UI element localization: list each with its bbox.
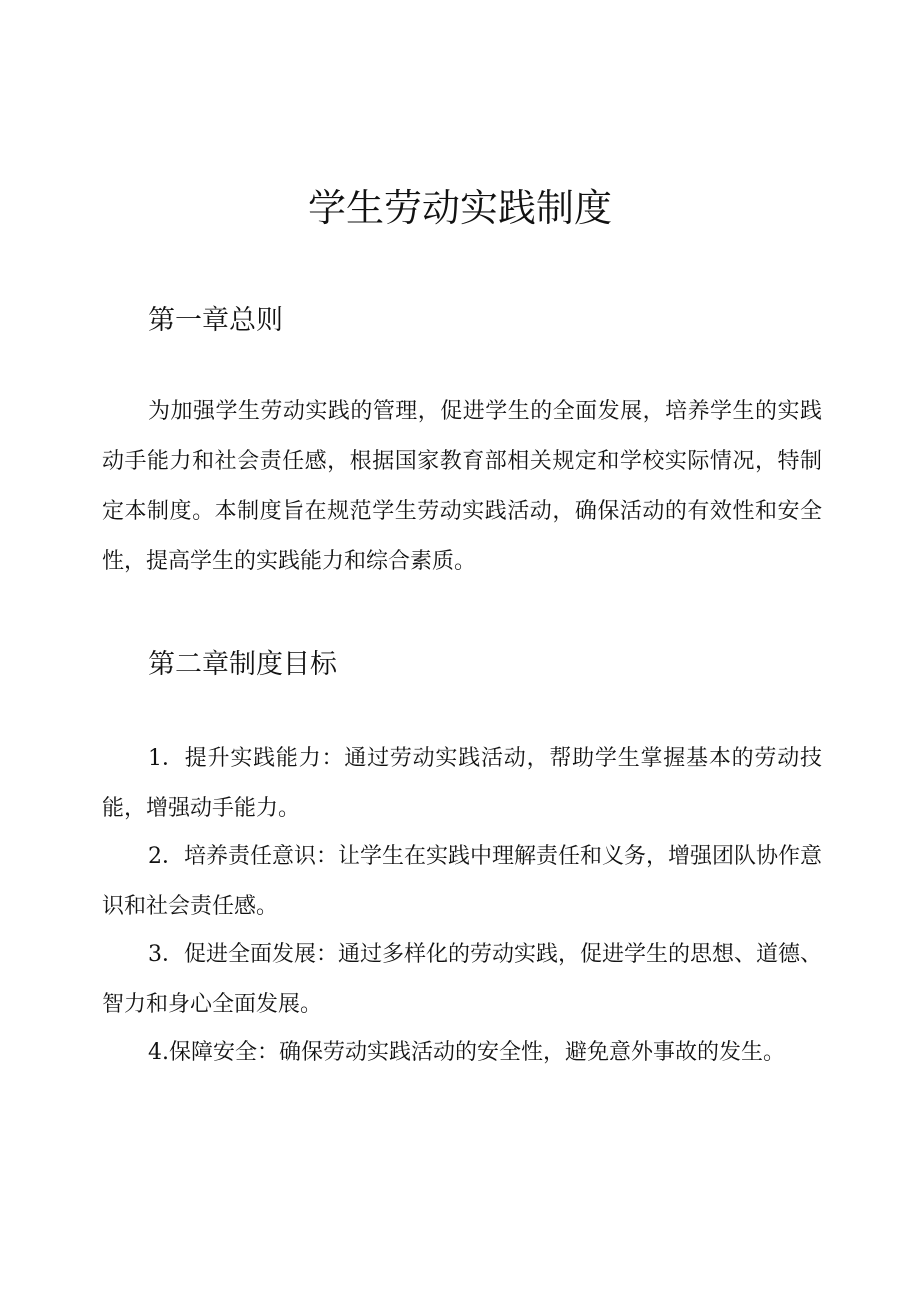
goal-item-number: 3． bbox=[148, 942, 184, 967]
goal-item-number: 2． bbox=[148, 844, 184, 869]
goal-item-text: 培养责任意识：让学生在实践中理解责任和义务，增强团队协作意识和社会责任感。 bbox=[102, 844, 823, 919]
goal-item-text: 保障安全：确保劳动实践活动的安全性，避免意外事故的发生。 bbox=[169, 1040, 786, 1065]
goal-item-text: 促进全面发展：通过多样化的劳动实践，促进学生的思想、道德、智力和身心全面发展。 bbox=[102, 942, 823, 1017]
chapter-general-paragraph: 为加强学生劳动实践的管理，促进学生的全面发展，培养学生的实践动手能力和社会责任感，根据国家教育部相关规定和学校实际情况，特制定本制度。本制度旨在规范学生劳动实践活动，确保活动的有效性和安全性，提高学生的实践能力和综合素质。 bbox=[102, 399, 822, 574]
goal-item-number: 4. bbox=[148, 1040, 169, 1065]
goal-item bbox=[102, 832, 822, 932]
page-title: 学生劳动实践制度 bbox=[307, 186, 612, 230]
goal-item-text: 提升实践能力：通过劳动实践活动，帮助学生掌握基本的劳动技能，增强动手能力。 bbox=[102, 746, 822, 821]
goal-item bbox=[102, 930, 822, 1030]
chapter-heading-general: 第一章总则 bbox=[148, 305, 283, 336]
goal-item bbox=[102, 734, 822, 834]
chapter-heading-goals: 第二章制度目标 bbox=[148, 649, 337, 680]
goal-item bbox=[102, 1028, 822, 1078]
goal-item-number: 1． bbox=[148, 746, 184, 771]
